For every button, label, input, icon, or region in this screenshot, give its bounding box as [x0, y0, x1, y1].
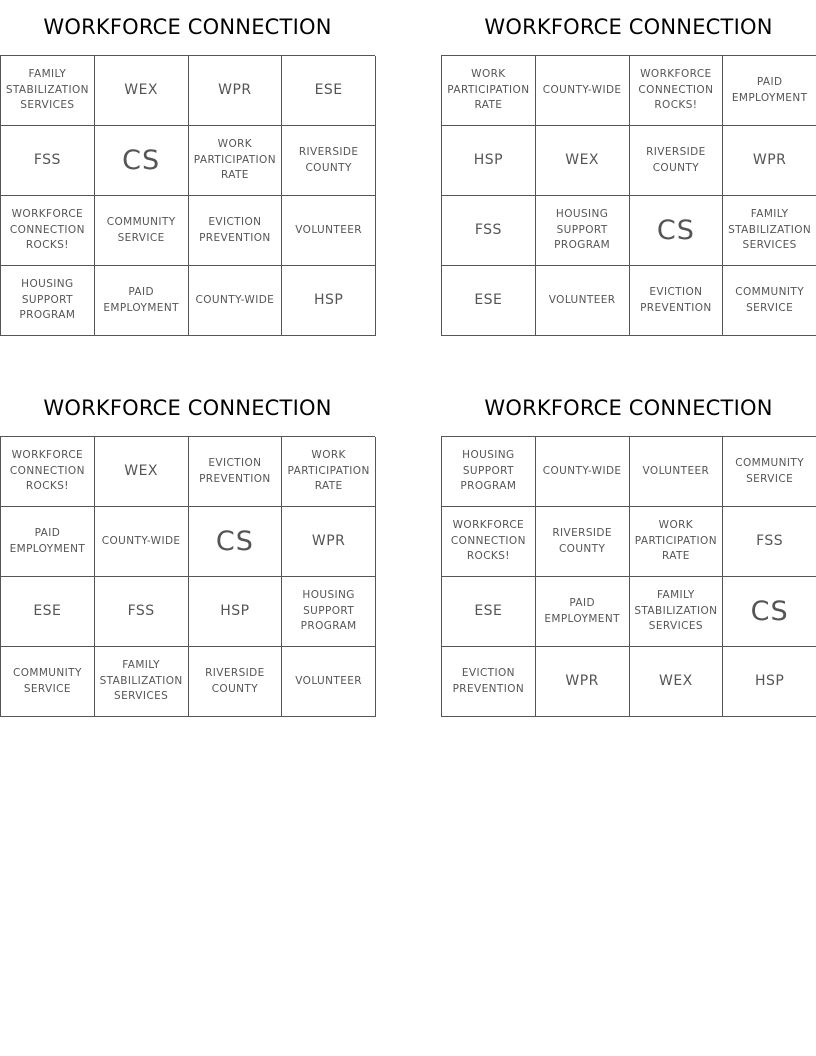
bingo-cell: ESE: [282, 56, 376, 126]
bingo-cell: CS: [95, 126, 189, 196]
bingo-cell: EVICTION PREVENTION: [189, 196, 283, 266]
bingo-cell: VOLUNTEER: [630, 437, 724, 507]
bingo-cell: EVICTION PREVENTION: [442, 647, 536, 717]
bingo-cell: PAID EMPLOYMENT: [1, 507, 95, 577]
bingo-card-2: [441, 0, 816, 336]
bingo-cell: COMMUNITY SERVICE: [95, 196, 189, 266]
bingo-cell: WPR: [189, 56, 283, 126]
bingo-cell: WPR: [536, 647, 630, 717]
bingo-cell: COUNTY-WIDE: [536, 56, 630, 126]
bingo-cell: WEX: [630, 647, 724, 717]
bingo-cell: RIVERSIDE COUNTY: [282, 126, 376, 196]
bingo-cell: COUNTY-WIDE: [95, 507, 189, 577]
bingo-grid: [441, 55, 816, 336]
bingo-cell: WORKFORCE CONNECTION ROCKS!: [630, 56, 724, 126]
bingo-cell: FSS: [723, 507, 816, 577]
bingo-cell: VOLUNTEER: [282, 196, 376, 266]
bingo-cell: EVICTION PREVENTION: [630, 266, 724, 336]
bingo-cell: RIVERSIDE COUNTY: [189, 647, 283, 717]
bingo-cell: WORKFORCE CONNECTION ROCKS!: [1, 196, 95, 266]
bingo-cell: WORK PARTICIPATION RATE: [282, 437, 376, 507]
bingo-cell: ESE: [1, 577, 95, 647]
bingo-cell: EVICTION PREVENTION: [189, 437, 283, 507]
bingo-cell: COMMUNITY SERVICE: [1, 647, 95, 717]
bingo-cell: WPR: [723, 126, 816, 196]
bingo-cell: WEX: [95, 437, 189, 507]
bingo-grid: [0, 436, 375, 717]
bingo-cell: FAMILY STABILIZATION SERVICES: [723, 196, 816, 266]
card-title: WORKFORCE CONNECTION: [43, 15, 332, 39]
bingo-card-4: [441, 381, 816, 717]
bingo-cell: WPR: [282, 507, 376, 577]
bingo-cell: WORKFORCE CONNECTION ROCKS!: [1, 437, 95, 507]
bingo-cell: HSP: [723, 647, 816, 717]
card-title: WORKFORCE CONNECTION: [43, 396, 332, 420]
bingo-cell: HSP: [189, 577, 283, 647]
card-title: WORKFORCE CONNECTION: [484, 15, 773, 39]
bingo-cell: ESE: [442, 266, 536, 336]
bingo-cell: HOUSING SUPPORT PROGRAM: [1, 266, 95, 336]
bingo-cell: FAMILY STABILIZATION SERVICES: [630, 577, 724, 647]
bingo-cell: WORK PARTICIPATION RATE: [189, 126, 283, 196]
bingo-card-1: [0, 0, 375, 336]
bingo-cell: COMMUNITY SERVICE: [723, 437, 816, 507]
bingo-cell: FAMILY STABILIZATION SERVICES: [95, 647, 189, 717]
bingo-cell: PAID EMPLOYMENT: [536, 577, 630, 647]
bingo-cell: WORK PARTICIPATION RATE: [442, 56, 536, 126]
bingo-cell: FSS: [95, 577, 189, 647]
bingo-cell: VOLUNTEER: [536, 266, 630, 336]
bingo-cell: CS: [723, 577, 816, 647]
bingo-cell: CS: [630, 196, 724, 266]
bingo-cell: HOUSING SUPPORT PROGRAM: [536, 196, 630, 266]
bingo-cell: RIVERSIDE COUNTY: [536, 507, 630, 577]
bingo-cell: WEX: [95, 56, 189, 126]
bingo-cell: WEX: [536, 126, 630, 196]
bingo-cell: COUNTY-WIDE: [189, 266, 283, 336]
bingo-grid: [441, 436, 816, 717]
bingo-cell: FSS: [1, 126, 95, 196]
bingo-cell: COUNTY-WIDE: [536, 437, 630, 507]
bingo-cell: VOLUNTEER: [282, 647, 376, 717]
bingo-card-3: [0, 381, 375, 717]
bingo-cell: WORKFORCE CONNECTION ROCKS!: [442, 507, 536, 577]
card-title: WORKFORCE CONNECTION: [484, 396, 773, 420]
bingo-cell: HOUSING SUPPORT PROGRAM: [282, 577, 376, 647]
bingo-cell: WORK PARTICIPATION RATE: [630, 507, 724, 577]
bingo-cell: FSS: [442, 196, 536, 266]
bingo-cell: HSP: [442, 126, 536, 196]
bingo-cell: FAMILY STABILIZATION SERVICES: [1, 56, 95, 126]
bingo-cell: CS: [189, 507, 283, 577]
bingo-cell: RIVERSIDE COUNTY: [630, 126, 724, 196]
bingo-grid: [0, 55, 375, 336]
bingo-cell: ESE: [442, 577, 536, 647]
bingo-cell: PAID EMPLOYMENT: [723, 56, 816, 126]
bingo-cell: COMMUNITY SERVICE: [723, 266, 816, 336]
bingo-cell: HSP: [282, 266, 376, 336]
bingo-cell: HOUSING SUPPORT PROGRAM: [442, 437, 536, 507]
bingo-cell: PAID EMPLOYMENT: [95, 266, 189, 336]
